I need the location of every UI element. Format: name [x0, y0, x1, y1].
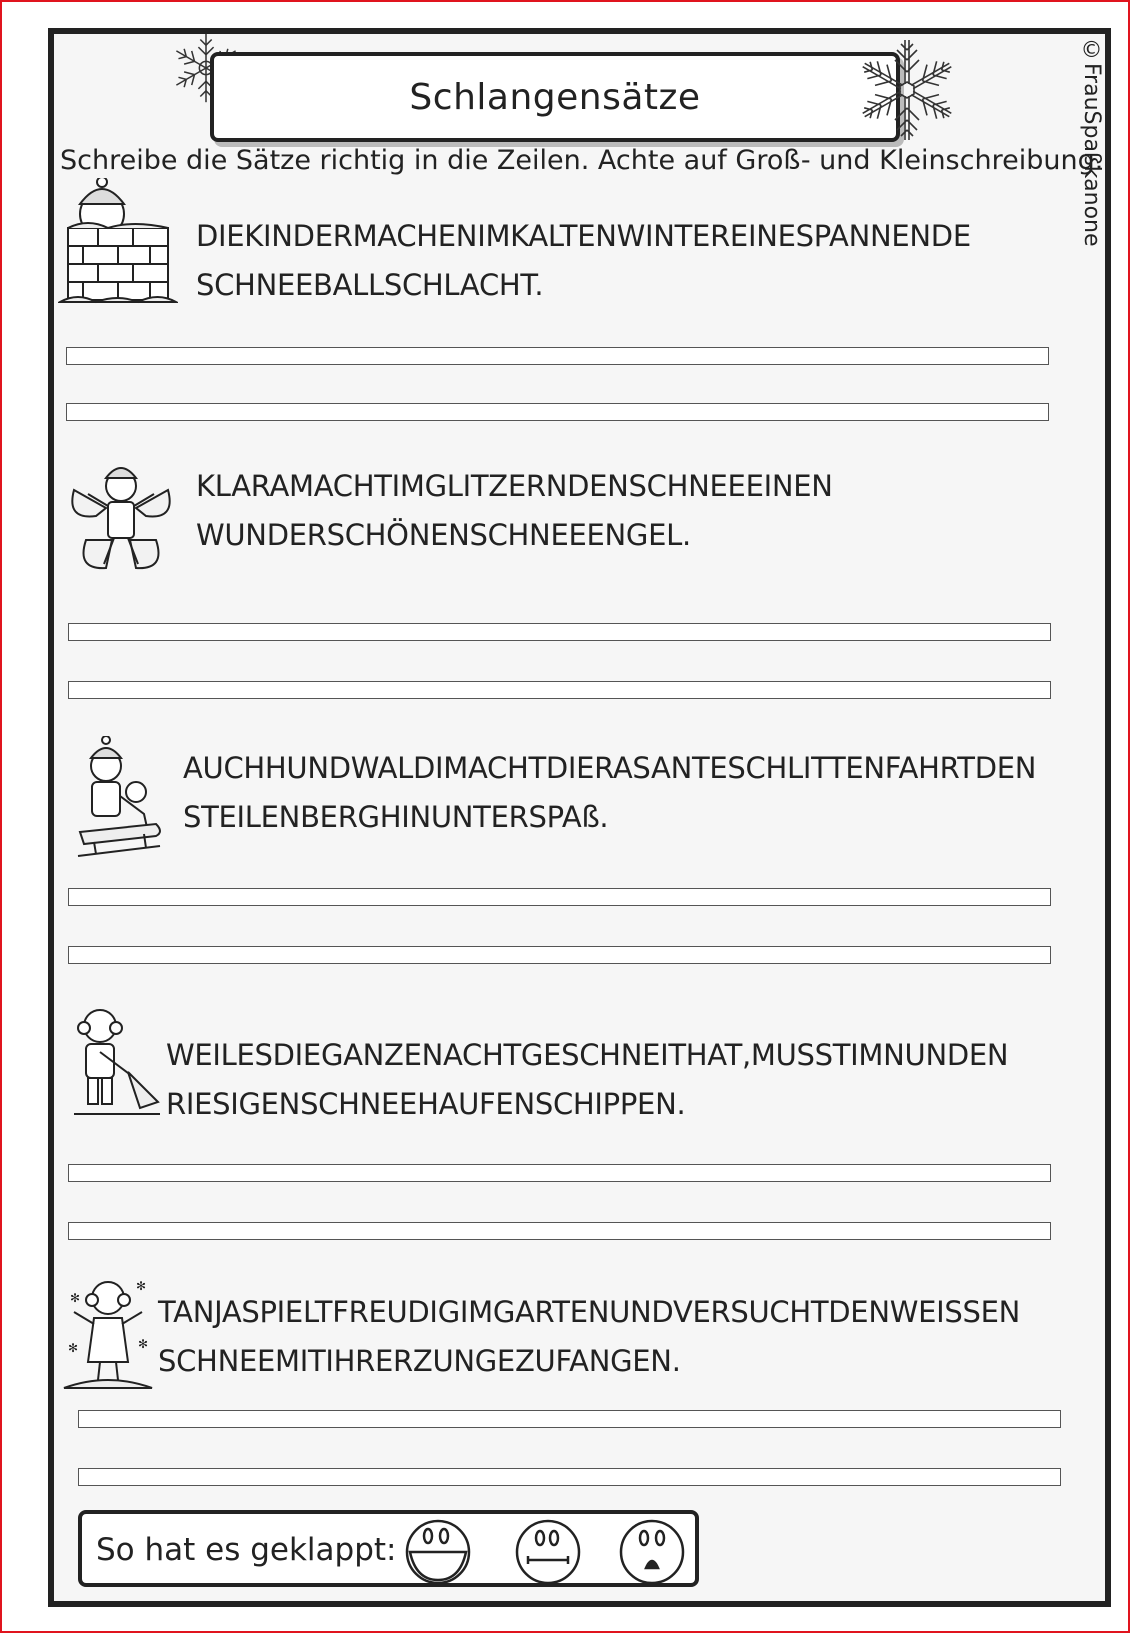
- writing-line-3a[interactable]: [68, 888, 1051, 906]
- writing-line-2a[interactable]: [68, 623, 1051, 641]
- writing-line-4b[interactable]: [68, 1222, 1051, 1240]
- task-1-line-1: DIEKINDERMACHENIMKALTENWINTEREINESPANNENDE: [196, 219, 971, 253]
- writing-line-4a[interactable]: [68, 1164, 1051, 1182]
- page-title: Schlangensätze: [409, 76, 701, 118]
- writing-line-1b[interactable]: [66, 403, 1049, 421]
- copyright-credit: ©FrauSpaßkanone: [1079, 38, 1104, 247]
- task-4-line-1: WEILESDIEGANZENACHTGESCHNEITHAT,MUSSTIMNUNDEN: [166, 1038, 1009, 1072]
- task-2-sentence: [196, 462, 833, 560]
- task-2-line-1: KLARAMACHTIMGLITZERNDENSCHNEEEINEN: [196, 469, 833, 503]
- writing-line-5a[interactable]: [78, 1410, 1061, 1428]
- writing-line-5b[interactable]: [78, 1468, 1061, 1486]
- task-5-line-1: TANJASPIELTFREUDIGIMGARTENUNDVERSUCHTDENWEISSEN: [158, 1295, 1021, 1329]
- svg-text:✻: ✻: [70, 1291, 81, 1305]
- self-assessment-label: So hat es geklappt:: [96, 1532, 397, 1568]
- sad-face-icon[interactable]: [618, 1518, 686, 1586]
- task-5-line-2: SCHNEEMITIHRERZUNGEZUFANGEN.: [158, 1344, 681, 1378]
- neutral-face-icon[interactable]: [514, 1518, 582, 1586]
- instruction-text: Schreibe die Sätze richtig in die Zeilen. Achte auf Groß- und Kleinschreibung.: [60, 145, 1104, 176]
- snowflake-right-icon: [853, 36, 961, 144]
- task-3-line-2: STEILENBERGHINUNTERSPAß.: [183, 800, 609, 834]
- title-box: [210, 52, 900, 142]
- task-1-sentence: [196, 212, 971, 310]
- girl-snowflakes-icon: [62, 1272, 154, 1392]
- task-4-line-2: RIESIGENSCHNEEHAUFENSCHIPPEN.: [166, 1087, 686, 1121]
- snow-fort-icon: [58, 178, 178, 308]
- shovel-icon: [70, 1002, 164, 1116]
- task-3-line-1: AUCHHUNDWALDIMACHTDIERASANTESCHLITTENFAHRTDEN: [183, 751, 1037, 785]
- svg-text:✻: ✻: [136, 1279, 147, 1293]
- svg-text:✻: ✻: [68, 1341, 79, 1355]
- task-3-sentence: [183, 744, 1036, 842]
- task-4-sentence: [166, 1031, 1008, 1129]
- writing-line-2b[interactable]: [68, 681, 1051, 699]
- sled-icon: [74, 736, 164, 860]
- happy-face-icon[interactable]: [404, 1518, 472, 1586]
- svg-text:✻: ✻: [138, 1337, 149, 1351]
- writing-line-1a[interactable]: [66, 347, 1049, 365]
- snow-angel-icon: [66, 460, 176, 576]
- task-5-sentence: [158, 1288, 1020, 1386]
- task-2-line-2: WUNDERSCHÖNENSCHNEEENGEL.: [196, 518, 691, 552]
- writing-line-3b[interactable]: [68, 946, 1051, 964]
- task-1-line-2: SCHNEEBALLSCHLACHT.: [196, 268, 544, 302]
